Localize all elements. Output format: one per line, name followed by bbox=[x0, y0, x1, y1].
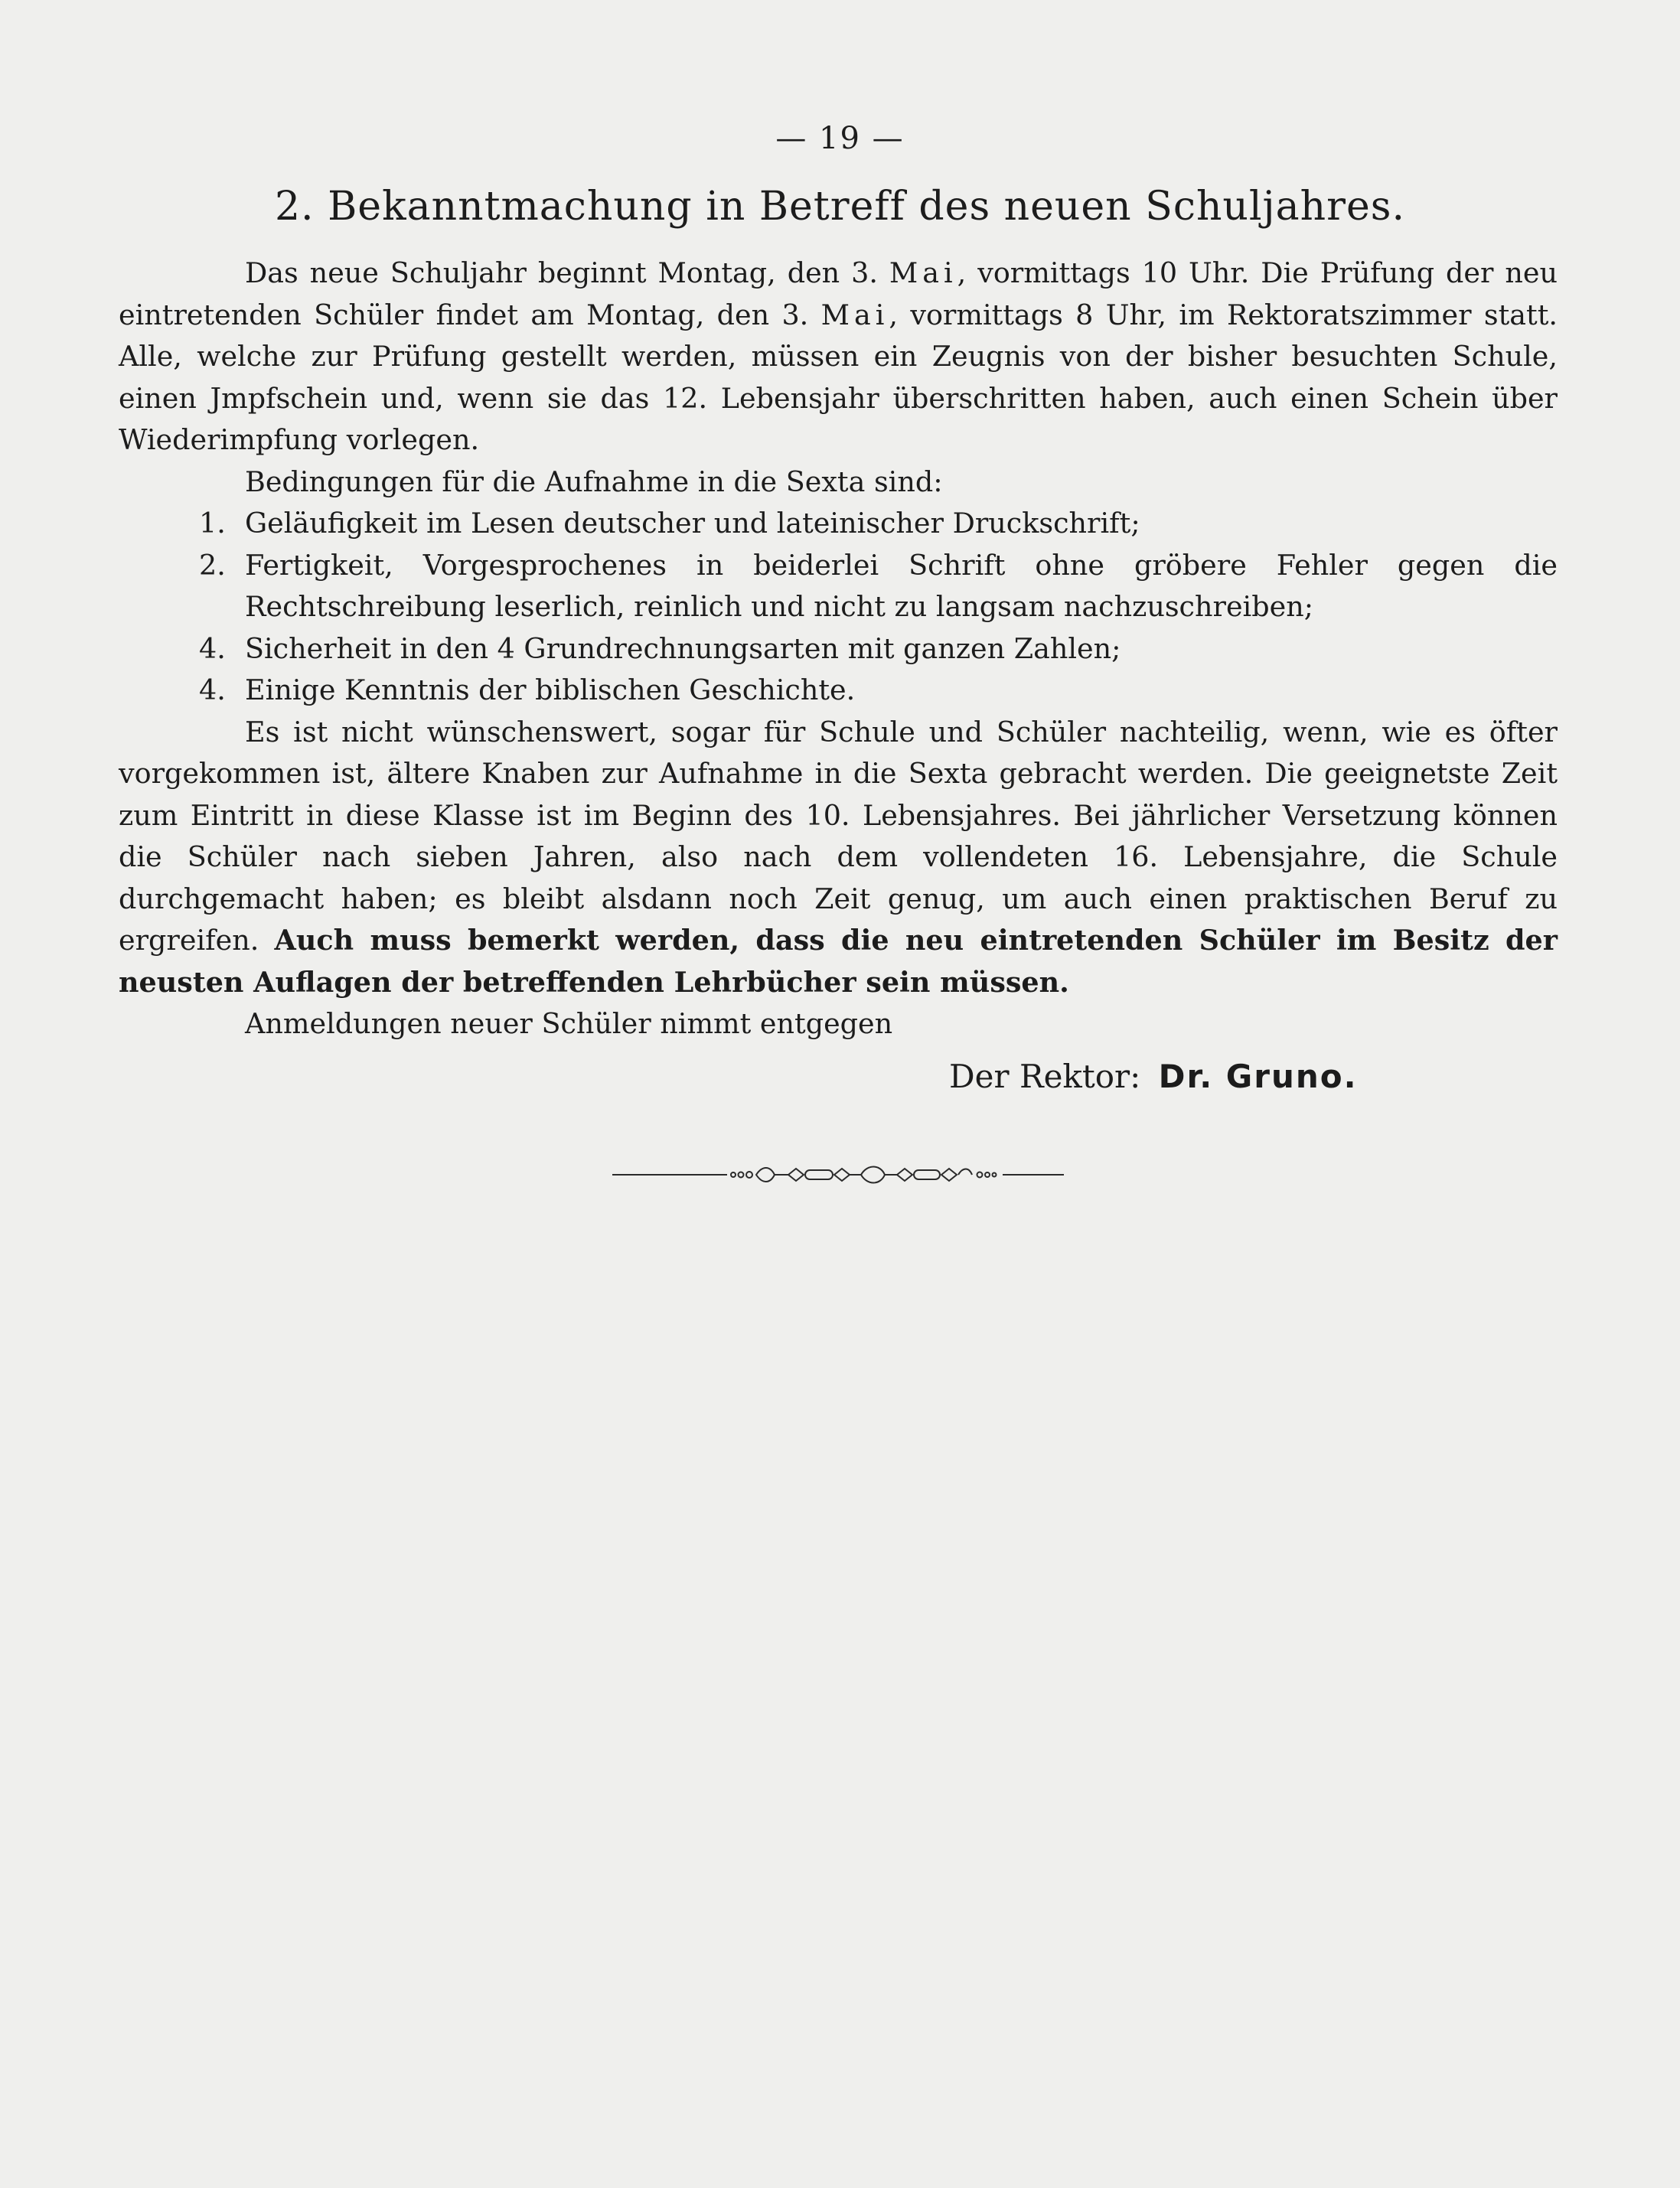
condition-number: 4. bbox=[199, 673, 226, 706]
paragraph-age-advice bbox=[119, 712, 1558, 1004]
condition-item bbox=[119, 670, 1558, 712]
document-body bbox=[119, 253, 1558, 1045]
month-mai-2: Mai bbox=[820, 298, 889, 331]
condition-item bbox=[119, 503, 1558, 545]
month-mai-1: Mai bbox=[889, 256, 957, 289]
condition-text: Fertigkeit, Vorgesprochenes in beiderlei Schrift ohne gröbere Fehler gegen die Rechtschreibung leserlich, reinlich und nicht zu langsam nachzuschreiben; bbox=[245, 548, 1558, 623]
condition-number: 4. bbox=[199, 631, 226, 665]
paragraph-school-year-part2: , vormittags 10 Uhr. Die Prüfung der neu eintretenden Schüler findet am Montag, den 3. bbox=[119, 256, 1558, 331]
signature-name: Dr. Gruno. bbox=[1158, 1058, 1358, 1095]
signature-label: Der Rektor: bbox=[949, 1058, 1141, 1095]
section-heading: 2. Bekanntmachung in Betreff des neuen Schuljahres. bbox=[274, 184, 1406, 230]
condition-item bbox=[119, 628, 1558, 670]
condition-text: Sicherheit in den 4 Grundrechnungsarten mit ganzen Zahlen; bbox=[245, 631, 1121, 665]
signature-line bbox=[949, 1058, 1561, 1095]
paragraph-school-year-part1: Das neue Schuljahr beginnt Montag, den 3. bbox=[245, 256, 889, 289]
condition-number: 2. bbox=[199, 548, 226, 582]
condition-text: Geläufigkeit im Lesen deutscher und lateinischer Druckschrift; bbox=[245, 507, 1140, 540]
conditions-intro: Bedingungen für die Aufnahme in die Sexta sind: bbox=[245, 465, 943, 498]
registration-note: Anmeldungen neuer Schüler nimmt entgegen bbox=[245, 1007, 893, 1040]
condition-number: 1. bbox=[199, 507, 226, 540]
decorative-ornament-icon bbox=[612, 1159, 1064, 1190]
condition-item bbox=[119, 545, 1558, 628]
condition-text: Einige Kenntnis der biblischen Geschichte. bbox=[245, 673, 856, 706]
paragraph-age-advice-bold: Auch muss bemerkt werden, dass die neu eintretenden Schüler im Besitz der neusten Auflagen der betreffenden Lehrbücher sein müssen. bbox=[119, 924, 1558, 999]
paragraph-age-advice-text: Es ist nicht wünschenswert, sogar für Schule und Schüler nachteilig, wenn, wie es öfter vorgekommen ist, ältere Knaben zur Aufnahme in die Sexta gebracht werden. Die geeignetste Zeit zum Eintritt in diese Klasse ist im Beginn des 10. Lebensjahres. Bei jährlicher Versetzung können die Schüler nach sieben Jahren, also nach dem vollendeten 16. Lebensjahre, die Schule durchgemacht haben; es bleibt alsdann noch Zeit genug, um auch einen praktischen Beruf zu ergreifen. bbox=[119, 715, 1558, 957]
paragraph-school-year-part3: , vormittags 8 Uhr, im Rektoratszimmer statt. Alle, welche zur Prüfung gestellt werden, müssen ein Zeugnis von der bisher besuchten Schule, einen Jmpfschein und, wenn sie das 12. Lebensjahr überschritten haben, auch einen Schein über Wiederimpfung vorlegen. bbox=[119, 298, 1558, 456]
paragraph-school-year bbox=[119, 253, 1558, 461]
page-number: — 19 — bbox=[775, 121, 905, 156]
